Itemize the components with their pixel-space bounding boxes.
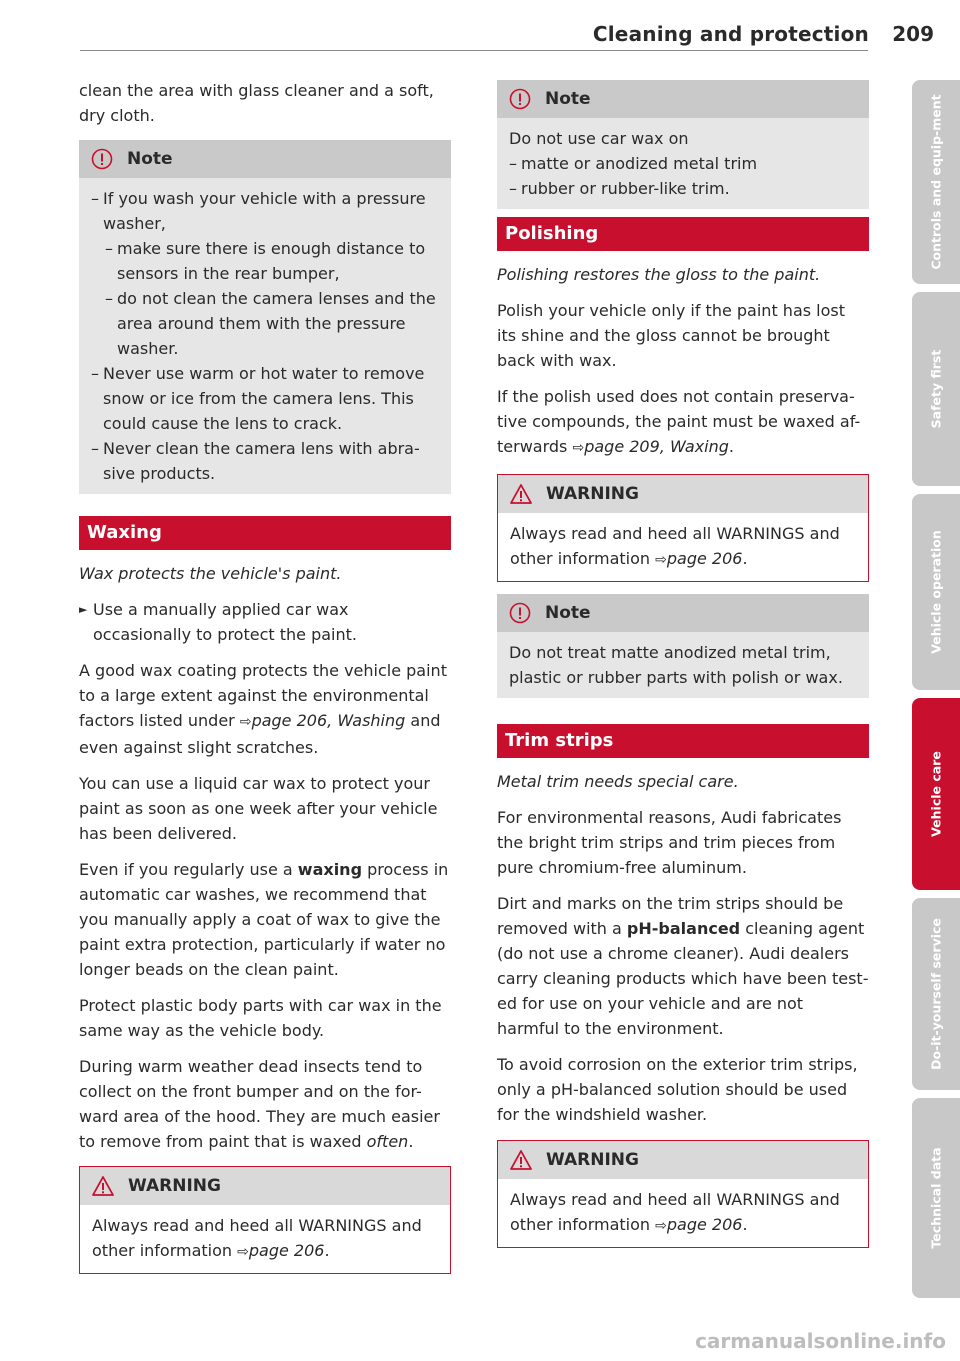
paragraph: Even if you regularly use a waxing process in automatic car washes, we recommend that you manually apply a coat of wax to give the paint extra protection, particularly if water no longer beads on the clean paint. (79, 860, 449, 979)
note-subitem: – make sure there is enough distance to sensors in the rear bumper, (91, 236, 439, 286)
warning-text: Always read and heed all WARNINGS and other information ⇨page 206. (92, 1216, 422, 1260)
intro-text: clean the area with glass cleaner and a soft, dry cloth. (79, 81, 434, 125)
note-item: – Never clean the camera lens with abra-sive products. (91, 436, 439, 486)
paragraph: Polish your vehicle only if the paint has lost its shine and the gloss cannot be brought back with wax. (497, 301, 846, 370)
section-subtitle: Wax protects the vehicle's paint. (79, 564, 342, 583)
warning-box (497, 474, 869, 582)
tab-technical-data[interactable]: Technical data (912, 1098, 960, 1298)
page-header (0, 0, 960, 80)
paragraph: For environmental reasons, Audi fabricates the bright trim strips and trim pieces from pure chromium-free aluminum. (497, 808, 842, 877)
note-icon (509, 602, 531, 624)
warning-text: Always read and heed all WARNINGS and other information ⇨page 206. (510, 1190, 840, 1234)
arrow-right-icon: ⇨ (655, 552, 667, 568)
instruction-step: ► Use a manually applied car wax occasionally to protect the paint. (79, 597, 451, 647)
note-header (79, 140, 451, 178)
note-item: – If you wash your vehicle with a pressure washer, (91, 186, 439, 236)
paragraph: A good wax coating protects the vehicle paint to a large extent against the environmental factors listed under ⇨page 206, Washing and even against slight scratches. (79, 661, 447, 757)
section-subtitle: Polishing restores the gloss to the paint. (497, 265, 821, 284)
warning-header (498, 475, 868, 513)
note-icon (509, 88, 531, 110)
arrow-right-icon: ⇨ (572, 440, 585, 456)
warning-title: WARNING (546, 483, 639, 504)
paragraph: Dirt and marks on the trim strips should be removed with a pH-balanced cleaning agent (do not use a chrome cleaner). Audi dealers carry cleaning products which have been test-ed for use on your vehicle and are not harmful to the environment. (497, 894, 869, 1038)
warning-header (498, 1141, 868, 1179)
paragraph: You can use a liquid car wax to protect your paint as soon as one week after your vehicle has been delivered. (79, 774, 438, 843)
note-header (497, 80, 869, 118)
tab-do-it-yourself-service[interactable]: Do-it-yourself service (912, 898, 960, 1090)
note-box (497, 80, 869, 209)
warning-header (80, 1167, 450, 1205)
warning-box (79, 1166, 451, 1274)
header-rule (80, 50, 868, 51)
page-number: 209 (892, 22, 934, 46)
note-subitem: – do not clean the camera lenses and the area around them with the pressure washer. (91, 286, 439, 361)
note-box (79, 140, 451, 494)
tab-controls-and-equipment[interactable]: Controls and equip-ment (912, 80, 960, 284)
warning-box (497, 1140, 869, 1248)
arrow-right-icon: ⇨ (655, 1218, 667, 1234)
note-text: Do not treat matte anodized metal trim, plastic or rubber parts with polish or wax. (509, 643, 843, 687)
paragraph: Protect plastic body parts with car wax in the same way as the vehicle body. (79, 996, 442, 1040)
warning-triangle-icon (510, 483, 532, 505)
section-heading-waxing: Waxing (79, 516, 451, 550)
warning-triangle-icon (92, 1175, 114, 1197)
arrow-right-icon: ⇨ (239, 714, 252, 730)
page-link[interactable]: page 206 (666, 1215, 743, 1234)
paragraph: If the polish used does not contain preserva-tive compounds, the paint must be waxed af-terwards ⇨page 209, Waxing. (497, 387, 861, 456)
page-link[interactable]: page 209, Waxing (584, 437, 729, 456)
note-title: Note (545, 88, 591, 109)
warning-title: WARNING (128, 1175, 221, 1196)
note-title: Note (127, 148, 173, 169)
note-item: – rubber or rubber-like trim. (509, 176, 857, 201)
paragraph: To avoid corrosion on the exterior trim strips, only a pH-balanced solution should be used for the windshield washer. (497, 1055, 858, 1124)
note-text: Do not use car wax on (509, 129, 689, 148)
page-link[interactable]: page 206, Washing (251, 711, 406, 730)
right-column (497, 80, 869, 1270)
page-link[interactable]: page 206 (248, 1241, 325, 1260)
chapter-title: Cleaning and protection (592, 22, 869, 46)
watermark: carmanualsonline.info (695, 1329, 946, 1353)
left-column (79, 78, 451, 1296)
arrow-right-icon: ⇨ (237, 1244, 249, 1260)
note-item: – matte or anodized metal trim (509, 151, 857, 176)
note-box (497, 594, 869, 698)
section-heading-polishing: Polishing (497, 217, 869, 251)
section-subtitle: Metal trim needs special care. (497, 772, 739, 791)
tab-vehicle-operation[interactable]: Vehicle operation (912, 494, 960, 690)
page-link[interactable]: page 206 (666, 549, 743, 568)
note-header (497, 594, 869, 632)
warning-title: WARNING (546, 1149, 639, 1170)
note-item: – Never use warm or hot water to remove snow or ice from the camera lens. This could cause the lens to crack. (91, 361, 439, 436)
section-heading-trim-strips: Trim strips (497, 724, 869, 758)
warning-text: Always read and heed all WARNINGS and other information ⇨page 206. (510, 524, 840, 568)
tab-vehicle-care[interactable]: Vehicle care (912, 698, 960, 890)
tab-safety-first[interactable]: Safety first (912, 292, 960, 486)
warning-triangle-icon (510, 1149, 532, 1171)
paragraph: During warm weather dead insects tend to collect on the front bumper and on the for-ward area of the hood. They are much easier to remove from paint that is waxed often. (79, 1057, 440, 1151)
note-icon (91, 148, 113, 170)
note-title: Note (545, 602, 591, 623)
